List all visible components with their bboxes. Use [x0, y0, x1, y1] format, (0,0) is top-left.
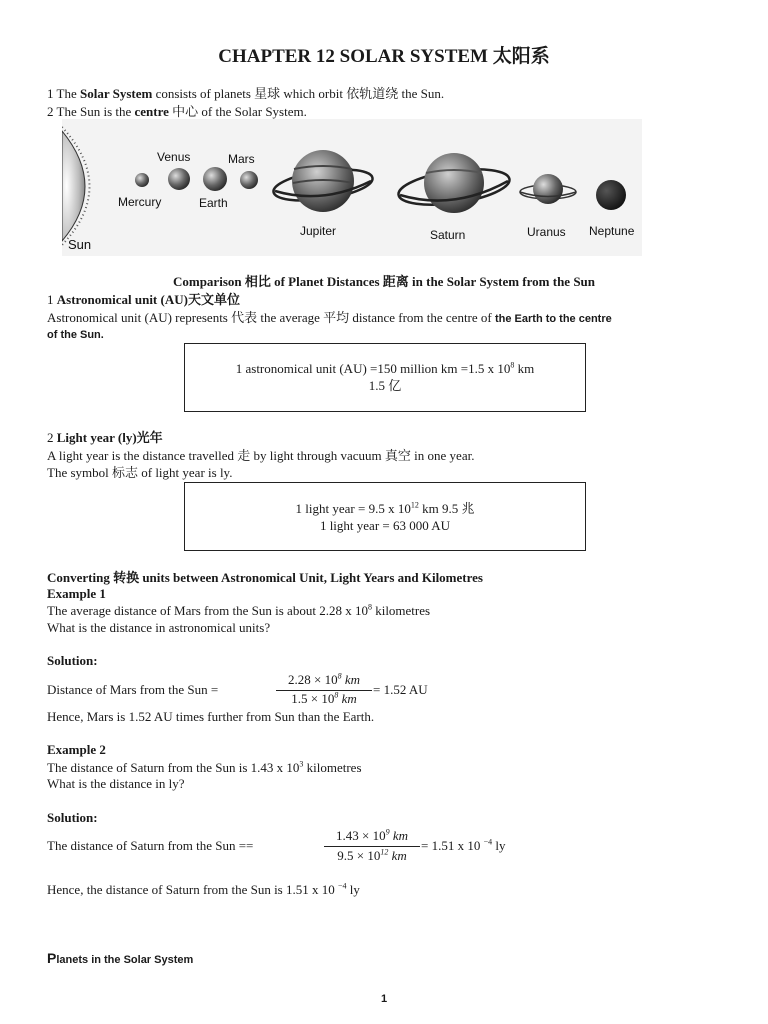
au-box-line-1: [185, 360, 585, 377]
example-2-fraction: [324, 826, 420, 866]
ex1-den-exp: 8: [334, 690, 339, 700]
example-1-question-2: What is the distance in astronomical units?: [47, 620, 271, 635]
au-box-1-exp: 8: [510, 360, 515, 370]
ly-box-line-2: 1 light year = 63 000 AU: [319, 518, 451, 533]
example-2-solution-label: Solution:: [47, 810, 98, 825]
example-1-solution-label: Solution:: [47, 653, 98, 668]
venus-label: Venus: [157, 150, 191, 164]
planets-heading: [47, 950, 193, 968]
ly-box-1-exp: 12: [410, 500, 419, 510]
au-box-line-2: 1.5 亿: [368, 378, 402, 393]
example-2-calc-label: The distance of Saturn from the Sun ==: [47, 838, 254, 853]
ex2-q1-exp: 3: [299, 759, 304, 769]
ex2-result-post: ly: [492, 838, 506, 853]
example-1-fraction: [276, 671, 372, 709]
ex2-num-exp: 9: [385, 827, 390, 837]
mars-shape: [240, 171, 258, 189]
page-title: CHAPTER 12 SOLAR SYSTEM 太阳系: [218, 46, 550, 67]
example-1-question-1: [47, 603, 430, 619]
intro-2-post: 中心 of the Solar System.: [168, 104, 307, 119]
ly-heading: [47, 430, 163, 446]
ex2-hence-pre: Hence, the distance of Saturn from the Sun is 1.51 x 10: [47, 882, 338, 897]
mercury-shape: [135, 173, 149, 187]
uranus-label: Uranus: [527, 225, 566, 239]
mercury-label: Mercury: [118, 195, 162, 209]
ly-definition-box: [184, 482, 586, 551]
ex2-numerator: [324, 828, 420, 844]
ly-box-1-post: km 9.5 兆: [418, 501, 475, 516]
intro-1-pre: 1 The: [47, 86, 80, 101]
ex2-result-exp: −4: [483, 837, 493, 847]
ex2-den-a: 9.5 × 10: [337, 848, 381, 863]
example-1-label: Example 1: [47, 586, 106, 601]
intro-1-bold: Solar System: [79, 86, 153, 101]
intro-2-pre: 2 The Sun is the: [47, 104, 135, 119]
example-2-hence: [47, 882, 360, 898]
ex1-q1-pre: The average distance of Mars from the Sun is about 2.28 x 10: [47, 603, 368, 618]
ly-description-1: A light year is the distance travelled 走 by light through vacuum 真空 in one year.: [47, 448, 475, 463]
example-2-question-2: What is the distance in ly?: [47, 776, 185, 791]
earth-shape: [203, 167, 227, 191]
ex2-fraction-bar: [324, 846, 420, 847]
planets-heading-rest: lanets in the Solar System: [56, 954, 194, 966]
ex2-q1-post: kilometres: [303, 760, 362, 775]
example-1-hence: Hence, Mars is 1.52 AU times further from Sun than the Earth.: [47, 709, 375, 724]
ex2-denominator: [324, 848, 420, 864]
au-definition-box: [184, 343, 586, 412]
example-2-question-1: [47, 760, 362, 776]
ex2-num-unit: km: [392, 828, 408, 843]
neptune-shape: [596, 180, 626, 210]
au-desc-bold-1: the Earth to the centre: [495, 313, 612, 325]
neptune-label: Neptune: [589, 224, 635, 238]
ex1-num-exp: 8: [337, 671, 342, 681]
ex2-hence-post: ly: [346, 882, 360, 897]
au-heading: [47, 292, 240, 308]
mars-label: Mars: [228, 152, 255, 166]
ly-description-2: The symbol 标志 of light year is ly.: [47, 465, 233, 480]
ly-heading-text: Light year (ly)光年: [56, 430, 163, 445]
au-heading-text: Astronomical unit (AU)天文单位: [56, 292, 240, 307]
ex2-den-exp: 12: [380, 847, 389, 857]
ex2-q1-pre: The distance of Saturn from the Sun is 1.43 x 10: [47, 760, 300, 775]
earth-label: Earth: [199, 196, 228, 210]
au-desc-pre: Astronomical unit (AU) represents 代表 the average 平均 distance from the centre of: [47, 310, 495, 325]
au-box-1-pre: 1 astronomical unit (AU) =150 million km =1.5 x 10: [235, 361, 511, 376]
converting-heading: Converting 转换 units between Astronomical Unit, Light Years and Kilometres: [47, 570, 483, 585]
ex1-den-a: 1.5 × 10: [291, 691, 335, 706]
ex1-num-unit: km: [344, 672, 360, 687]
intro-2-bold: centre: [134, 104, 169, 119]
ex1-numerator: [276, 672, 372, 688]
planets-heading-cap: P: [47, 950, 57, 966]
au-description: [47, 310, 612, 327]
ex1-q1-post: kilometres: [371, 603, 431, 618]
venus-shape: [168, 168, 190, 190]
ex1-den-unit: km: [341, 691, 357, 706]
ly-heading-num: 2: [47, 430, 57, 445]
au-heading-num: 1: [47, 292, 57, 307]
ex2-result-pre: = 1.51 x 10: [421, 838, 484, 853]
ly-box-line-1: [185, 500, 585, 517]
sun-label: Sun: [68, 237, 92, 252]
comparison-heading: Comparison 相比 of Planet Distances 距离 in the Solar System from the Sun: [172, 274, 596, 289]
page-number: 1: [380, 993, 388, 1005]
ex2-den-unit: km: [391, 848, 407, 863]
example-2-label: Example 2: [47, 742, 106, 757]
au-description-cont: of the Sun.: [47, 329, 104, 341]
au-box-1-post: km: [514, 361, 535, 376]
jupiter-label: Jupiter: [300, 224, 337, 238]
ex1-num-a: 2.28 × 10: [287, 672, 338, 687]
ly-box-1-pre: 1 light year = 9.5 x 10: [295, 501, 411, 516]
example-1-result: = 1.52 AU: [373, 682, 428, 697]
saturn-label: Saturn: [430, 228, 466, 242]
ex2-num-a: 1.43 × 10: [335, 828, 386, 843]
intro-line-1: [47, 86, 444, 102]
solar-system-illustration: [62, 119, 642, 256]
ex1-denominator: [276, 691, 372, 707]
intro-1-post: consists of planets 星球 which orbit 依轨道绕 the Sun.: [152, 86, 445, 101]
example-2-result: [421, 838, 505, 854]
example-1-calc-label: Distance of Mars from the Sun =: [47, 682, 219, 697]
ex1-q1-exp: 8: [367, 602, 372, 612]
intro-line-2: [47, 104, 307, 120]
ex2-hence-exp: −4: [338, 881, 347, 891]
